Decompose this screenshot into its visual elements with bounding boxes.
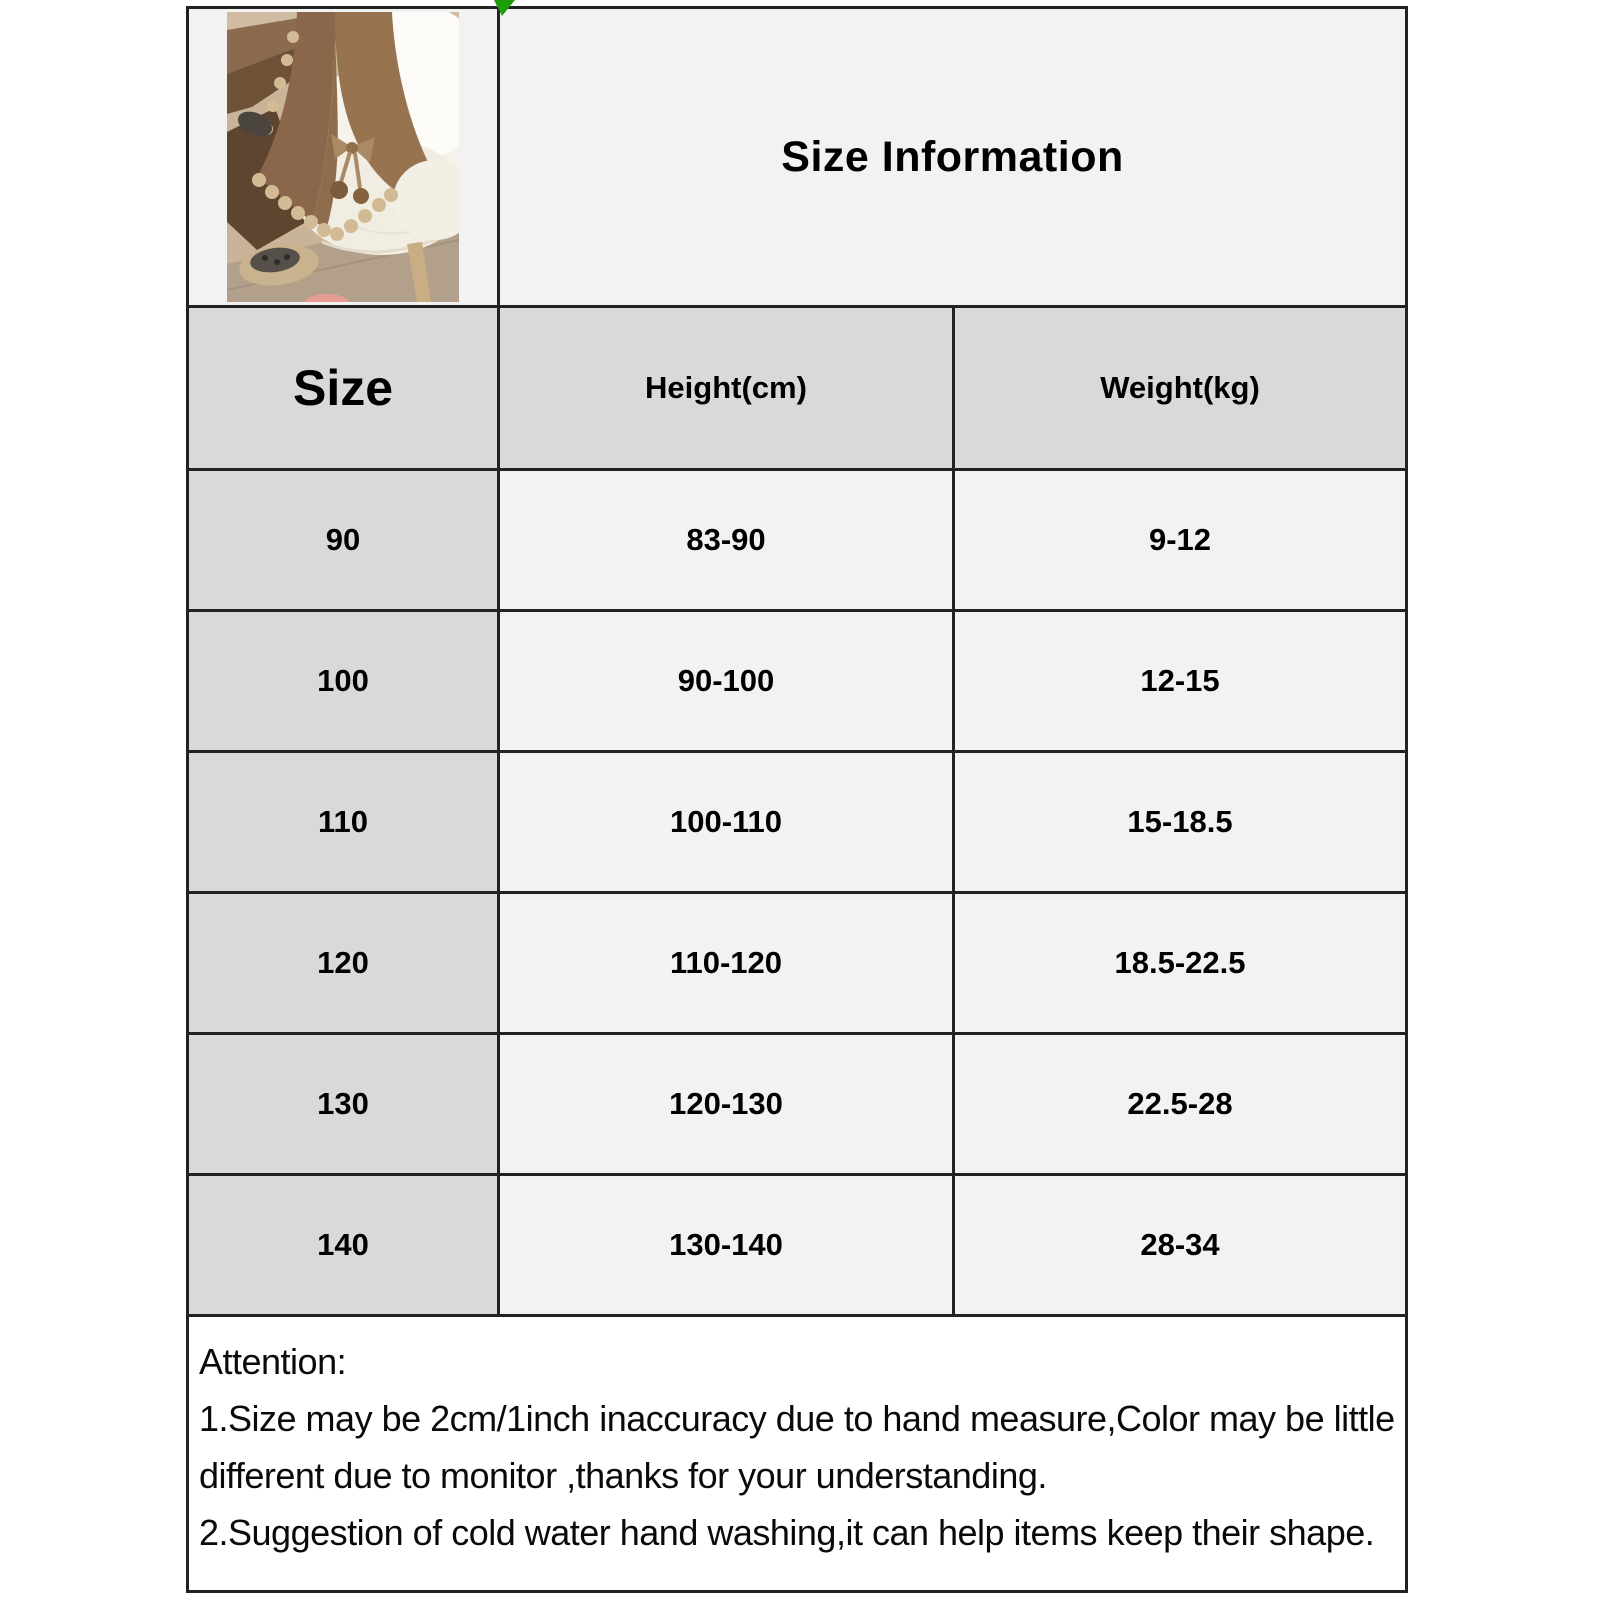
height-cell: 130-140 (500, 1176, 952, 1314)
column-header-weight: Weight(kg) (955, 308, 1405, 468)
column-header-height: Height(cm) (500, 308, 952, 468)
green-corner-marker-icon (494, 0, 515, 16)
size-cell: 140 (189, 1176, 497, 1314)
height-cell: 83-90 (500, 471, 952, 609)
height-cell: 90-100 (500, 612, 952, 750)
column-header-size: Size (189, 308, 497, 468)
product-photo-cell (189, 9, 497, 305)
size-cell: 110 (189, 753, 497, 891)
size-cell: 100 (189, 612, 497, 750)
attention-heading: Attention: (199, 1341, 347, 1382)
size-chart-sheet (186, 6, 1408, 1593)
product-photo-illustration (227, 12, 459, 302)
weight-cell: 18.5-22.5 (955, 894, 1405, 1032)
page-title: Size Information (500, 9, 1405, 305)
height-cell: 110-120 (500, 894, 952, 1032)
weight-cell: 22.5-28 (955, 1035, 1405, 1173)
attention-note: 2.Suggestion of cold water hand washing,it can help items keep their shape. (199, 1512, 1375, 1553)
height-cell: 120-130 (500, 1035, 952, 1173)
weight-cell: 12-15 (955, 612, 1405, 750)
weight-cell: 28-34 (955, 1176, 1405, 1314)
attention-section (189, 1317, 1405, 1590)
product-photo (227, 12, 459, 302)
weight-cell: 15-18.5 (955, 753, 1405, 891)
size-cell: 90 (189, 471, 497, 609)
size-cell: 130 (189, 1035, 497, 1173)
weight-cell: 9-12 (955, 471, 1405, 609)
size-cell: 120 (189, 894, 497, 1032)
height-cell: 100-110 (500, 753, 952, 891)
attention-note: 1.Size may be 2cm/1inch inaccuracy due to hand measure,Color may be little different due to monitor ,thanks for your understanding. (199, 1398, 1395, 1496)
